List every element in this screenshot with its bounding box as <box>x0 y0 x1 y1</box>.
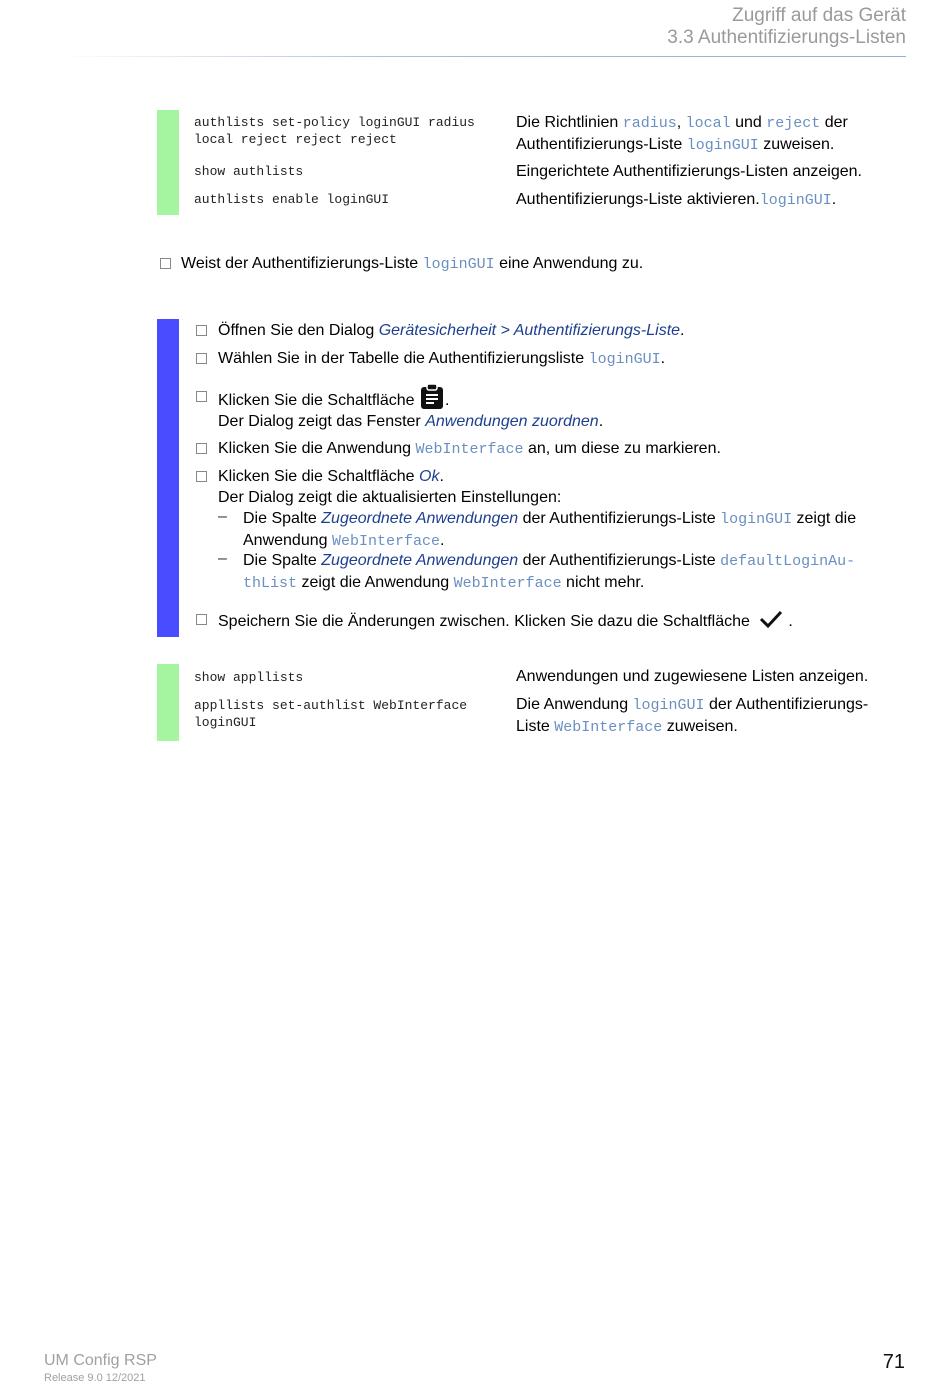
step-save: Speichern Sie die Änderungen zwischen. Klicken Sie dazu die Schaltfläche . <box>218 609 908 635</box>
checkbox-icon <box>196 614 207 625</box>
cli-description: Die Anwendung loginGUI der Authentifizierungs- Liste WebInterface zuweisen. <box>516 696 869 736</box>
checkbox-icon <box>196 443 207 454</box>
running-header <box>667 5 906 49</box>
checkbox-icon <box>196 325 207 336</box>
step-click-assign-result: Der Dialog zeigt das Fenster Anwendungen zuordnen. <box>218 413 604 430</box>
gui-bar <box>157 319 179 637</box>
cli-command: appllists set-authlist WebInterface loginGUI <box>194 698 468 730</box>
checkmark-icon <box>758 609 784 635</box>
step-open-dialog: Öffnen Sie den Dialog Gerätesicherheit > Authentifizierungs-Liste. <box>218 322 685 339</box>
cli-bar-1 <box>157 110 179 215</box>
result-item: Die Spalte Zugeordnete Anwendungen der Authentifizierungs-Liste loginGUI zeigt die Anwendung WebInterface. <box>243 510 857 550</box>
step-click-assign: Klicken Sie die Schaltfläche . <box>218 384 908 418</box>
cli-description: Authentifizierungs-Liste aktivieren.loginGUI. <box>516 191 837 209</box>
cli-description: Anwendungen und zugewiesene Listen anzeigen. <box>516 668 869 685</box>
result-item: Die Spalte Zugeordnete Anwendungen der Authentifizierungs-Liste defaultLoginAu- thList zeigt die Anwendung WebInterface nicht mehr. <box>243 552 856 592</box>
checkbox-icon <box>160 258 171 269</box>
header-section: 3.3 Authentifizierungs-Listen <box>667 27 906 48</box>
header-chapter: Zugriff auf das Gerät <box>732 5 906 26</box>
step-mark-app: Klicken Sie die Anwendung WebInterface an, um diese zu markieren. <box>218 440 721 458</box>
cli-command: authlists enable loginGUI <box>194 192 390 207</box>
page-number: 71 <box>882 1351 905 1373</box>
cli-bar-2 <box>157 664 179 741</box>
cli-command: show authlists <box>194 164 304 179</box>
cli-command: show appllists <box>194 670 304 685</box>
checkbox-icon <box>196 353 207 364</box>
cli-command: authlists set-policy loginGUI radius local reject reject reject <box>194 115 475 147</box>
footer-release: Release 9.0 12/2021 <box>44 1372 146 1384</box>
cli-description: Die Richtlinien radius, local und reject der Authentifizierungs-Liste loginGUI zuweisen. <box>516 114 848 154</box>
intro-step: Weist der Authentifizierungs-Liste loginGUI eine Anwendung zu. <box>181 255 644 273</box>
list-dash: – <box>218 550 227 567</box>
footer-title: UM Config RSP <box>44 1352 157 1369</box>
step-click-ok: Klicken Sie die Schaltfläche Ok. Der Dialog zeigt die aktualisierten Einstellungen: <box>218 468 562 506</box>
checkbox-icon <box>196 391 207 402</box>
cli-description: Eingerichtete Authentifizierungs-Listen anzeigen. <box>516 163 862 180</box>
checkbox-icon <box>196 471 207 482</box>
list-dash: – <box>218 508 227 525</box>
step-select-list: Wählen Sie in der Tabelle die Authentifizierungsliste loginGUI. <box>218 350 666 368</box>
header-divider <box>60 56 906 57</box>
